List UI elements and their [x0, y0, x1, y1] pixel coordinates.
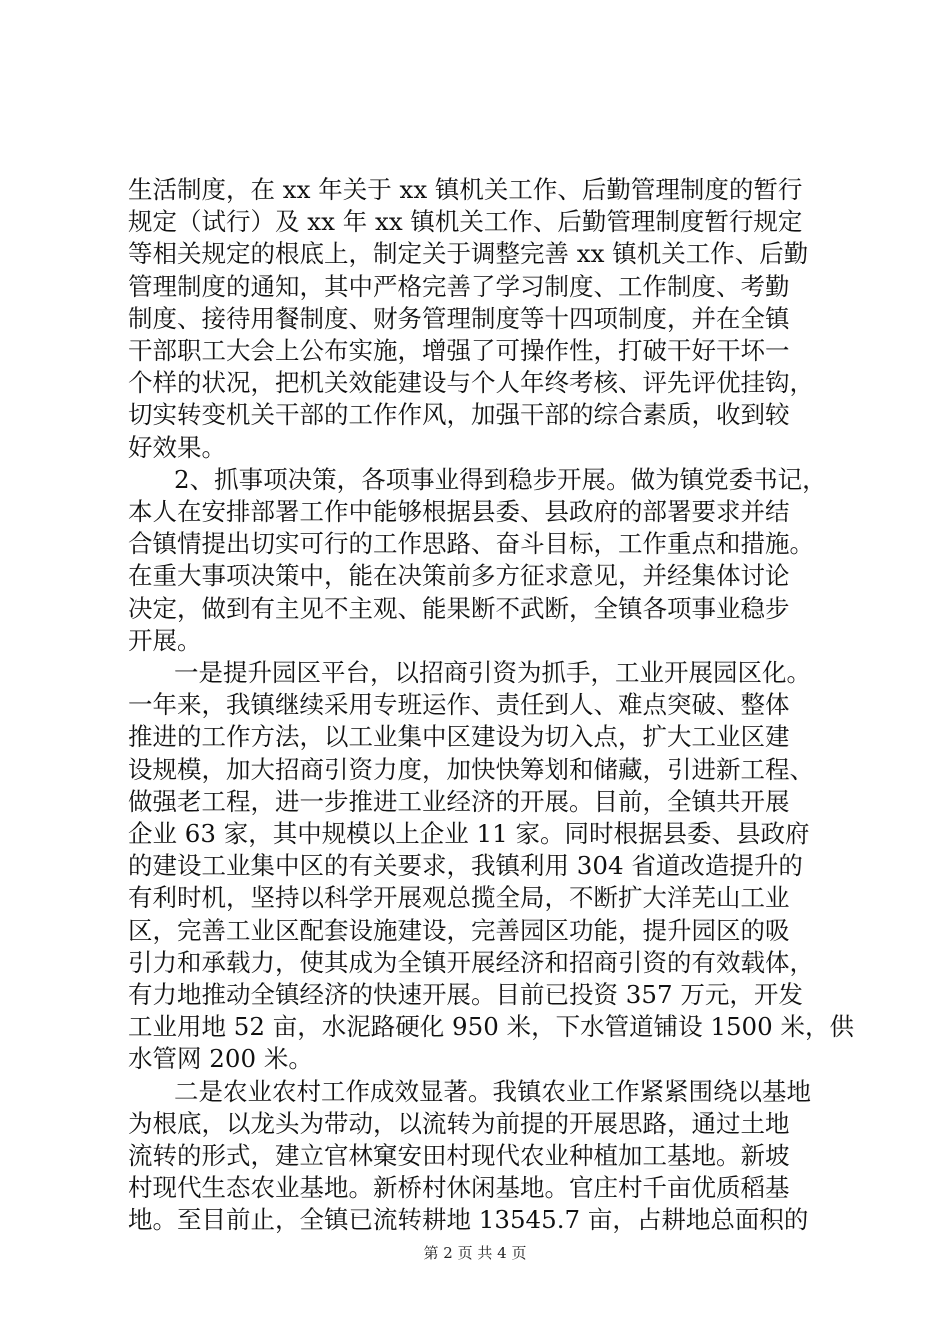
text-line: 一是提升园区平台，以招商引资为抓手，工业开展园区化。: [174, 658, 811, 687]
text-line: 企业 63 家，其中规模以上企业 11 家。同时根据县委、县政府: [128, 819, 810, 848]
text-line: 做强老工程，进一步推进工业经济的开展。目前，全镇共开展: [128, 786, 790, 816]
text-line: 生活制度，在 xx 年关于 xx 镇机关工作、后勤管理制度的暂行: [128, 175, 803, 204]
text-line: 开展。: [128, 625, 202, 655]
text-line: 流转的形式，建立官林窠安田村现代农业种植加工基地。新坡: [128, 1141, 790, 1170]
text-line: 好效果。: [128, 432, 226, 462]
text-line: 设规模，加大招商引资力度，加快快筹划和储藏，引进新工程、: [128, 754, 814, 784]
text-line: 制度、接待用餐制度、财务管理制度等十四项制度，并在全镇: [128, 303, 790, 333]
text-line: 个样的状况，把机关效能建设与个人年终考核、评先评优挂钩，: [128, 368, 814, 398]
text-line: 引力和承载力，使其成为全镇开展经济和招商引资的有效载体，: [128, 947, 814, 977]
text-line: 为根底，以龙头为带动，以流转为前提的开展思路，通过土地: [128, 1108, 790, 1138]
text-line: 村现代生态农业基地。新桥村休闲基地。官庄村千亩优质稻基: [128, 1173, 790, 1203]
text-line: 本人在安排部署工作中能够根据县委、县政府的部署要求并结: [128, 497, 790, 526]
text-line: 等相关规定的根底上，制定关于调整完善 xx 镇机关工作、后勤: [128, 239, 809, 269]
text-line: 有力地推动全镇经济的快速开展。目前已投资 357 万元，开发: [128, 980, 803, 1009]
text-line: 的建设工业集中区的有关要求，我镇利用 304 省道改造提升的: [128, 851, 803, 881]
text-line: 一年来，我镇继续采用专班运作、责任到人、难点突破、整体: [128, 690, 790, 720]
text-line: 合镇情提出切实可行的工作思路、奋斗目标，工作重点和措施。: [128, 529, 814, 559]
text-line: 决定，做到有主见不主观、能果断不武断，全镇各项事业稳步: [128, 593, 790, 623]
text-line: 二是农业农村工作成效显著。我镇农业工作紧紧围绕以基地: [174, 1076, 811, 1106]
text-line: 区，完善工业区配套设施建设，完善园区功能，提升园区的吸: [128, 915, 790, 945]
page-footer: 第 2 页 共 4 页: [423, 1244, 527, 1262]
text-line: 规定（试行）及 xx 年 xx 镇机关工作、后勤管理制度暂行规定: [128, 207, 803, 237]
text-line: 切实转变机关干部的工作作风，加强干部的综合素质，收到较: [128, 400, 790, 430]
text-line: 2、抓事项决策，各项事业得到稳步开展。做为镇党委书记，: [174, 464, 827, 494]
text-line: 地。至目前止，全镇已流转耕地 13545.7 亩，占耕地总面积的: [128, 1205, 809, 1235]
text-line: 干部职工大会上公布实施，增强了可操作性，打破干好干坏一: [128, 336, 790, 365]
text-line: 推进的工作方法，以工业集中区建设为切入点，扩大工业区建: [128, 722, 790, 752]
text-line: 在重大事项决策中，能在决策前多方征求意见，并经集体讨论: [128, 561, 790, 591]
text-line: 水管网 200 米。: [128, 1044, 313, 1074]
text-line: 管理制度的通知，其中严格完善了学习制度、工作制度、考勤: [128, 271, 790, 301]
text-line: 工业用地 52 亩，水泥路硬化 950 米，下水管道铺设 1500 米，供: [128, 1012, 855, 1042]
text-line: 有利时机，坚持以科学开展观总揽全局，不断扩大洋芜山工业: [128, 883, 790, 913]
